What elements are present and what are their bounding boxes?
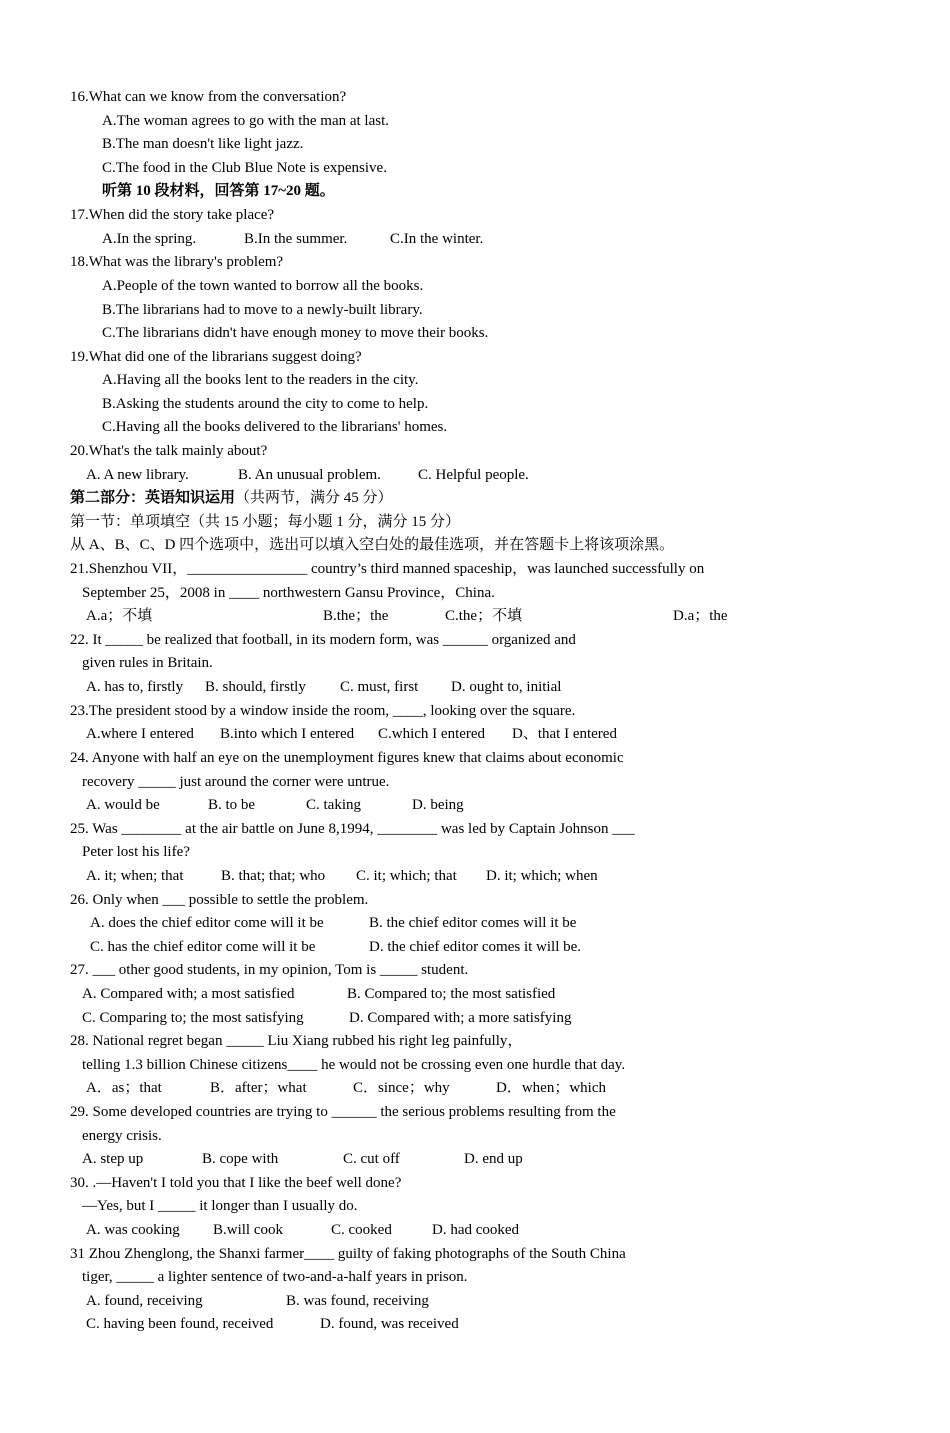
question-24: 24. Anyone with half an eye on the unemployment figures knew that claims about economic <box>70 750 624 766</box>
option-18c: C.The librarians didn't have enough money to move their books. <box>102 325 489 341</box>
question-20: 20.What's the talk mainly about? <box>70 443 268 459</box>
option-23c: C.which I entered <box>378 726 486 742</box>
question-29-cont: energy crisis. <box>82 1128 162 1144</box>
option-23d: D、that I entered <box>512 726 617 742</box>
option-27b: B. Compared to; the most satisfied <box>347 986 556 1002</box>
option-31c: C. having been found, received <box>86 1316 274 1332</box>
option-29a: A. step up <box>82 1151 144 1167</box>
question-21: 21.Shenzhou VII，________________ country’s third manned spaceship，was launched successfully on <box>70 561 705 577</box>
question-19: 19.What did one of the librarians suggest doing? <box>70 349 362 365</box>
option-21d: D.a；the <box>673 608 728 624</box>
option-27c: C. Comparing to; the most satisfying <box>82 1010 304 1026</box>
question-25: 25. Was ________ at the air battle on June 8,1994, ________ was led by Captain Johnson ___ <box>70 821 635 837</box>
option-31b: B. was found, receiving <box>286 1293 429 1309</box>
option-30b: B.will cook <box>213 1222 283 1238</box>
question-30-cont: —Yes, but I _____ it longer than I usually do. <box>82 1198 358 1214</box>
option-19a: A.Having all the books lent to the readers in the city. <box>102 372 419 388</box>
option-21b: B.the；the <box>323 608 389 624</box>
question-31-cont: tiger, _____ a lighter sentence of two-and-a-half years in prison. <box>82 1269 468 1285</box>
option-17a: A.In the spring. <box>102 231 197 247</box>
option-30d: D. had cooked <box>432 1222 520 1238</box>
option-16b: B.The man doesn't like light jazz. <box>102 136 304 152</box>
option-28a: A．as；that <box>86 1080 162 1096</box>
option-25b: B. that; that; who <box>221 868 326 884</box>
option-23b: B.into which I entered <box>220 726 355 742</box>
option-29c: C. cut off <box>343 1151 400 1167</box>
option-16c: C.The food in the Club Blue Note is expensive. <box>102 160 387 176</box>
option-22b: B. should, firstly <box>205 679 306 695</box>
option-29d: D. end up <box>464 1151 523 1167</box>
option-27a: A. Compared with; a most satisfied <box>82 986 295 1002</box>
option-28b: B．after；what <box>210 1080 307 1096</box>
option-30c: C. cooked <box>331 1222 392 1238</box>
option-28c: C．since；why <box>353 1080 450 1096</box>
question-17: 17.When did the story take place? <box>70 207 275 223</box>
question-27: 27. ___ other good students, in my opinion, Tom is _____ student. <box>70 962 469 978</box>
question-22: 22. It _____ be realized that football, in its modern form, was ______ organized and <box>70 632 576 648</box>
question-25-cont: Peter lost his life? <box>82 844 190 860</box>
option-28d: D．when；which <box>496 1080 606 1096</box>
option-19b: B.Asking the students around the city to come to help. <box>102 396 429 412</box>
option-20c: C. Helpful people. <box>418 467 529 483</box>
option-17b: B.In the summer. <box>244 231 348 247</box>
question-29: 29. Some developed countries are trying to ______ the serious problems resulting from the <box>70 1104 616 1120</box>
question-23: 23.The president stood by a window inside the room, ____, looking over the square. <box>70 703 576 719</box>
option-18b: B.The librarians had to move to a newly-built library. <box>102 302 423 318</box>
option-24b: B. to be <box>208 797 256 813</box>
option-24d: D. being <box>412 797 464 813</box>
question-18: 18.What was the library's problem? <box>70 254 284 270</box>
option-25c: C. it; which; that <box>356 868 457 884</box>
question-26: 26. Only when ___ possible to settle the problem. <box>70 892 369 908</box>
option-26d: D. the chief editor comes it will be. <box>369 939 582 955</box>
option-17c: C.In the winter. <box>390 231 484 247</box>
section-one-heading: 第一节：单项填空（共 15 小题；每小题 1 分，满分 15 分） <box>70 514 461 530</box>
option-26b: B. the chief editor comes will it be <box>369 915 577 931</box>
question-28-cont: telling 1.3 billion Chinese citizens____ he would not be crossing even one hurdle that day. <box>82 1057 626 1073</box>
option-20a: A. A new library. <box>86 467 189 483</box>
option-22d: D. ought to, initial <box>451 679 562 695</box>
option-31a: A. found, receiving <box>86 1293 203 1309</box>
option-29b: B. cope with <box>202 1151 279 1167</box>
question-21-cont: September 25，2008 in ____ northwestern Gansu Province，China. <box>82 585 495 601</box>
part-two-title: 第二部分：英语知识运用 <box>70 490 236 506</box>
option-24c: C. taking <box>306 797 361 813</box>
option-22a: A. has to, firstly <box>86 679 184 695</box>
option-16a: A.The woman agrees to go with the man at last. <box>102 113 390 129</box>
option-25d: D. it; which; when <box>486 868 598 884</box>
option-26c: C. has the chief editor come will it be <box>90 939 316 955</box>
option-21a: A.a；不填 <box>86 608 153 624</box>
section-instruction: 听第 10 段材料，回答第 17~20 题。 <box>102 183 335 199</box>
option-18a: A.People of the town wanted to borrow all the books. <box>102 278 424 294</box>
option-21c: C.the；不填 <box>445 608 523 624</box>
section-one-instruction: 从 A、B、C、D 四个选项中，选出可以填入空白处的最佳选项，并在答题卡上将该项涂黑。 <box>70 537 675 553</box>
question-22-cont: given rules in Britain. <box>82 655 213 671</box>
question-28: 28. National regret began _____ Liu Xiang rubbed his right leg painfully， <box>70 1033 523 1049</box>
option-23a: A.where I entered <box>86 726 194 742</box>
option-24a: A. would be <box>86 797 160 813</box>
option-20b: B. An unusual problem. <box>238 467 381 483</box>
question-16: 16.What can we know from the conversation? <box>70 89 347 105</box>
option-19c: C.Having all the books delivered to the librarians' homes. <box>102 419 448 435</box>
option-25a: A. it; when; that <box>86 868 184 884</box>
part-two-heading <box>70 489 393 507</box>
question-24-cont: recovery _____ just around the corner were untrue. <box>82 774 390 790</box>
option-30a: A. was cooking <box>86 1222 180 1238</box>
option-31d: D. found, was received <box>320 1316 459 1332</box>
part-two-score: （共两节，满分 45 分） <box>235 490 393 506</box>
option-27d: D. Compared with; a more satisfying <box>349 1010 572 1026</box>
option-22c: C. must, first <box>340 679 419 695</box>
question-31: 31 Zhou Zhenglong, the Shanxi farmer____ guilty of faking photographs of the South China <box>70 1246 626 1262</box>
question-30: 30. .—Haven't I told you that I like the beef well done? <box>70 1175 402 1191</box>
option-26a: A. does the chief editor come will it be <box>90 915 324 931</box>
